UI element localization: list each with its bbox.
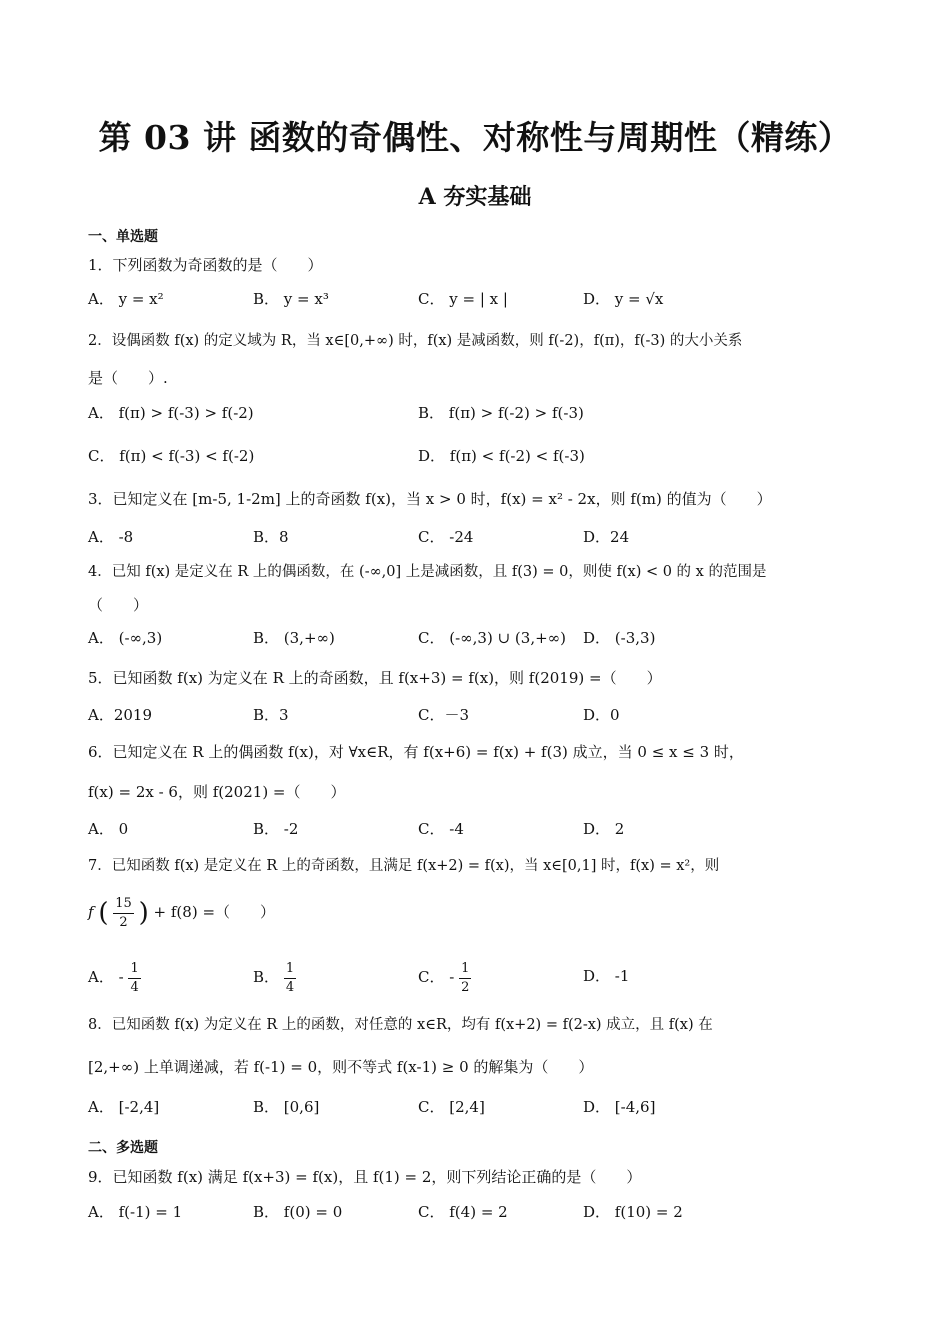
- question-6-stem: 6．已知定义在 R 上的偶函数 f(x)，对 ∀x∈R，有 f(x+6) = f(x) + f(3) 成立，当 0 ≤ x ≤ 3 时，: [88, 743, 744, 761]
- question-1-stem: 1．下列函数为奇函数的是（ ）: [88, 256, 323, 274]
- question-2-stem-cont: 是（ ）.: [88, 369, 168, 387]
- q7-paren-right: ): [138, 898, 149, 928]
- q9-option-d: D． f(10) = 2: [583, 1203, 683, 1221]
- question-7-stem: 7．已知函数 f(x) 是定义在 R 上的奇函数，且满足 f(x+2) = f(x)，当 x∈[0,1] 时，f(x) = x²，则: [88, 858, 720, 874]
- q4-option-d: D． (-3,3): [583, 629, 656, 647]
- q9-option-c: C． f(4) = 2: [418, 1203, 508, 1221]
- q9-option-b: B． f(0) = 0: [253, 1203, 343, 1221]
- question-3-stem: 3．已知定义在 [m-5, 1-2m] 上的奇函数 f(x)，当 x > 0 时，f(x) = x² - 2x，则 f(m) 的值为（ ）: [88, 490, 772, 508]
- q7-option-a: [88, 958, 141, 997]
- q7-option-a-num: 1: [128, 960, 140, 979]
- q7-option-a-sign: -: [118, 968, 124, 986]
- question-6-stem-cont: f(x) = 2x - 6，则 f(2021) =（ ）: [88, 783, 346, 801]
- question-4-stem: 4．已知 f(x) 是定义在 R 上的偶函数，在 (-∞,0] 上是减函数，且 f(3) = 0，则使 f(x) < 0 的 x 的范围是: [88, 564, 767, 580]
- question-5-stem: 5．已知函数 f(x) 为定义在 R 上的奇函数，且 f(x+3) = f(x)，则 f(2019) =（ ）: [88, 669, 662, 687]
- q5-option-a: A．2019: [88, 706, 153, 724]
- q6-option-c: C． -4: [418, 820, 464, 838]
- q7-expression-suffix: + f(8) =（ ）: [153, 903, 276, 921]
- q2-option-a: A． f(π) > f(-3) > f(-2): [88, 404, 254, 422]
- q4-option-c: C． (-∞,3) ∪ (3,+∞): [418, 629, 567, 647]
- q7-paren-left: (: [98, 898, 109, 928]
- q8-option-a: A． [-2,4]: [88, 1098, 160, 1116]
- q5-option-b: B．3: [253, 706, 289, 724]
- q7-option-a-label: A．: [88, 968, 114, 986]
- page-title: 第 03 讲 函数的奇偶性、对称性与周期性（精练）: [98, 118, 852, 157]
- q7-option-c-den: 2: [461, 979, 470, 995]
- q7-f-prefix: f: [88, 903, 94, 921]
- q7-option-c-num: 1: [459, 960, 471, 979]
- q7-frac-denominator: 2: [119, 914, 128, 930]
- section-heading-multi: 二、多选题: [88, 1140, 158, 1156]
- q6-option-b: B． -2: [253, 820, 299, 838]
- q1-option-d: D． y = √x: [583, 290, 664, 308]
- q2-option-b: B． f(π) > f(-2) > f(-3): [418, 404, 584, 422]
- q4-option-a: A． (-∞,3): [88, 629, 163, 647]
- q1-option-b: B． y = x³: [253, 290, 329, 308]
- question-8-stem-cont: [2,+∞) 上单调递减，若 f(-1) = 0，则不等式 f(x-1) ≥ 0 的解集为（ ）: [88, 1058, 594, 1076]
- q7-option-b-label: B．: [253, 968, 280, 986]
- q8-option-d: D． [-4,6]: [583, 1098, 656, 1116]
- q7-option-a-den: 4: [130, 979, 139, 995]
- q7-option-b: [253, 958, 296, 997]
- section-subtitle: A 夯实基础: [418, 184, 532, 210]
- question-2-stem: 2．设偶函数 f(x) 的定义域为 R，当 x∈[0,+∞) 时，f(x) 是减函数，则 f(-2)，f(π)，f(-3) 的大小关系: [88, 333, 743, 349]
- q2-option-d: D． f(π) < f(-2) < f(-3): [418, 447, 585, 465]
- q3-option-d: D．24: [583, 528, 630, 546]
- q7-option-c-fraction: [459, 960, 471, 997]
- q7-option-b-fraction: [284, 960, 296, 997]
- q7-frac-numerator: 15: [113, 895, 134, 914]
- q7-option-d: D． -1: [583, 967, 630, 985]
- q1-option-c: C． y = | x |: [418, 290, 508, 308]
- question-8-stem: 8．已知函数 f(x) 为定义在 R 上的函数，对任意的 x∈R，均有 f(x+2) = f(2-x) 成立，且 f(x) 在: [88, 1017, 713, 1033]
- q5-option-d: D．0: [583, 706, 620, 724]
- q7-option-c: [418, 958, 471, 997]
- q2-option-c: C． f(π) < f(-3) < f(-2): [88, 447, 255, 465]
- section-heading-single: 一、单选题: [88, 229, 158, 245]
- q5-option-c: C．－3: [418, 706, 470, 724]
- question-4-stem-cont: （ ）: [88, 596, 149, 614]
- q7-option-c-label: C．: [418, 968, 445, 986]
- q6-option-d: D． 2: [583, 820, 625, 838]
- q8-option-c: C． [2,4]: [418, 1098, 485, 1116]
- q7-main-fraction: [113, 895, 134, 932]
- q7-option-b-num: 1: [284, 960, 296, 979]
- q7-option-a-fraction: [128, 960, 140, 997]
- q7-option-b-den: 4: [285, 979, 295, 995]
- q3-option-b: B．8: [253, 528, 289, 546]
- q3-option-c: C． -24: [418, 528, 474, 546]
- q7-option-c-sign: -: [449, 968, 455, 986]
- q3-option-a: A． -8: [88, 528, 134, 546]
- question-9-stem: 9．已知函数 f(x) 满足 f(x+3) = f(x)，且 f(1) = 2，则下列结论正确的是（ ）: [88, 1168, 642, 1186]
- q6-option-a: A． 0: [88, 820, 129, 838]
- q8-option-b: B． [0,6]: [253, 1098, 320, 1116]
- question-7-expression: [88, 890, 275, 935]
- q4-option-b: B． (3,+∞): [253, 629, 335, 647]
- q9-option-a: A． f(-1) = 1: [88, 1203, 183, 1221]
- q1-option-a: A． y = x²: [88, 290, 164, 308]
